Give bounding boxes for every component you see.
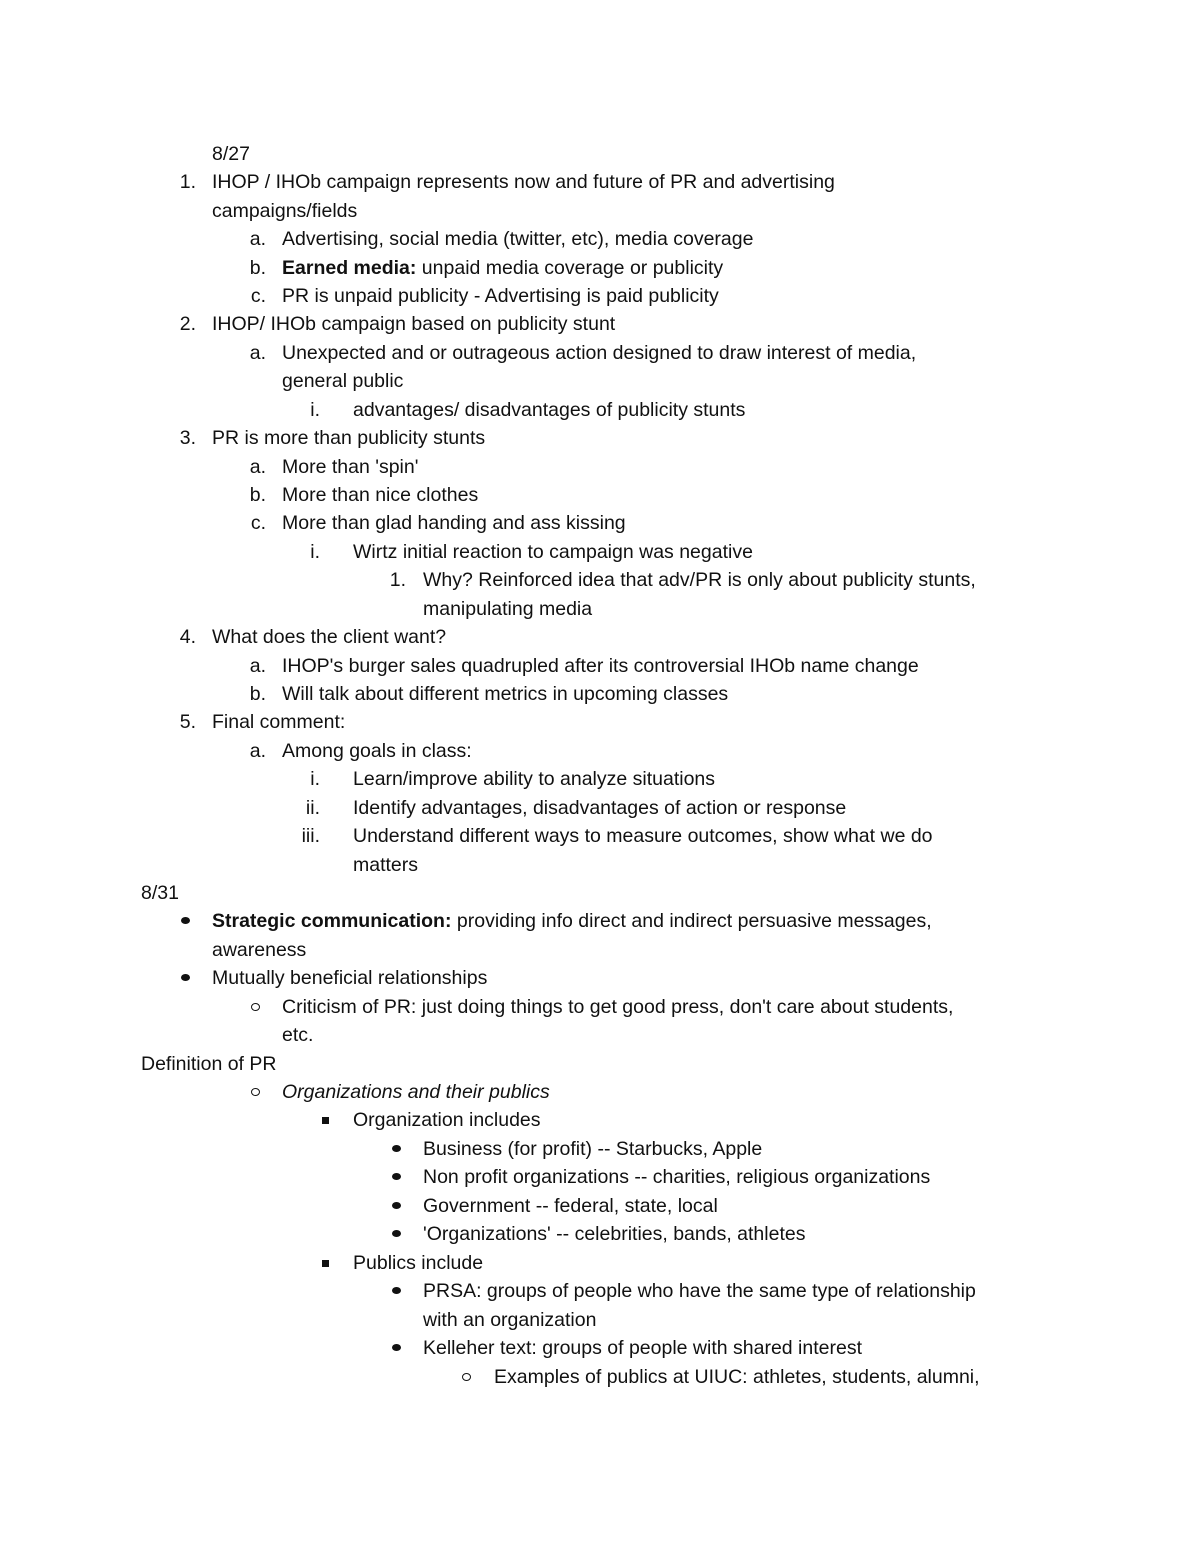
list-number: i. (310, 768, 320, 790)
note-line-2 (0, 168, 1200, 197)
list-number: a. (249, 655, 266, 677)
line-text (353, 1106, 541, 1135)
note-line-6 (0, 282, 1200, 311)
body-text: providing info direct and indirect persuasive messages, (451, 910, 932, 932)
bullet-disc-icon (392, 1202, 401, 1209)
bullet-disc-icon (181, 974, 190, 981)
note-line-26 (0, 851, 1200, 880)
body-text: Learn/improve ability to analyze situations (353, 768, 716, 790)
body-text: general public (282, 370, 404, 392)
note-line-44 (0, 1363, 1200, 1392)
line-text (282, 254, 723, 283)
note-line-14 (0, 509, 1200, 538)
note-line-41 (0, 1277, 1200, 1306)
body-text: 'Organizations' -- celebrities, bands, athletes (423, 1223, 806, 1245)
body-text: Publics include (353, 1252, 484, 1274)
line-text (282, 453, 418, 482)
note-line-32 (0, 1021, 1200, 1050)
line-text (212, 197, 357, 226)
list-number: 5. (179, 711, 196, 733)
body-text: Why? Reinforced idea that adv/PR is only about publicity stunts, (423, 569, 976, 591)
body-text: Organization includes (353, 1109, 541, 1131)
note-line-36 (0, 1135, 1200, 1164)
line-text (282, 652, 919, 681)
line-text (212, 310, 615, 339)
note-line-30 (0, 964, 1200, 993)
line-text (282, 993, 953, 1022)
note-line-13 (0, 481, 1200, 510)
line-text (353, 396, 745, 425)
line-text (353, 1249, 483, 1278)
note-line-12 (0, 453, 1200, 482)
body-text: Wirtz initial reaction to campaign was negative (353, 541, 753, 563)
line-text (212, 140, 250, 169)
line-text (282, 1078, 550, 1107)
body-text: PR is more than publicity stunts (212, 427, 486, 449)
bullet-circle-icon (251, 1088, 260, 1096)
list-number: b. (249, 484, 266, 506)
note-line-11 (0, 424, 1200, 453)
note-line-21 (0, 708, 1200, 737)
line-text (212, 708, 345, 737)
list-number: b. (249, 257, 266, 279)
note-line-33 (0, 1050, 1200, 1079)
note-line-16 (0, 566, 1200, 595)
body-text: 8/31 (141, 882, 179, 904)
body-text: IHOP/ IHOb campaign based on publicity stunt (212, 313, 616, 335)
list-number: a. (249, 228, 266, 250)
list-number: a. (249, 342, 266, 364)
line-text (494, 1363, 980, 1392)
list-number: 4. (179, 626, 196, 648)
note-line-1 (0, 140, 1200, 169)
bullet-disc-icon (181, 917, 190, 924)
bullet-square-icon (322, 1260, 329, 1267)
note-line-34 (0, 1078, 1200, 1107)
list-number: 3. (179, 427, 196, 449)
note-line-5 (0, 254, 1200, 283)
body-text: Among goals in class: (282, 740, 472, 762)
bullet-disc-icon (392, 1145, 401, 1152)
list-number: a. (249, 740, 266, 762)
note-line-29 (0, 936, 1200, 965)
note-line-24 (0, 794, 1200, 823)
list-number: 1. (389, 569, 406, 591)
note-line-9 (0, 367, 1200, 396)
note-line-25 (0, 822, 1200, 851)
line-text (423, 1163, 930, 1192)
line-text (141, 1050, 276, 1079)
body-text: Kelleher text: groups of people with shared interest (423, 1337, 863, 1359)
line-text (282, 367, 403, 396)
note-line-18 (0, 623, 1200, 652)
line-text (212, 424, 485, 453)
line-text (423, 1277, 976, 1306)
body-text: More than nice clothes (282, 484, 479, 506)
note-line-31 (0, 993, 1200, 1022)
body-text: awareness (212, 939, 307, 961)
body-text: manipulating media (423, 598, 593, 620)
body-text: Understand different ways to measure outcomes, show what we do (353, 825, 933, 847)
note-line-7 (0, 310, 1200, 339)
bold-term: Earned media: (282, 257, 417, 279)
body-text: More than 'spin' (282, 456, 419, 478)
body-text: Will talk about different metrics in upcoming classes (282, 683, 729, 705)
note-line-27 (0, 879, 1200, 908)
line-text (282, 339, 916, 368)
list-number: b. (249, 683, 266, 705)
body-text: More than glad handing and ass kissing (282, 512, 626, 534)
note-line-3 (0, 197, 1200, 226)
list-number: 2. (179, 313, 196, 335)
note-line-8 (0, 339, 1200, 368)
body-text: Final comment: (212, 711, 346, 733)
body-text: Advertising, social media (twitter, etc), media coverage (282, 228, 754, 250)
line-text (423, 566, 976, 595)
bullet-circle-icon (462, 1373, 471, 1381)
line-text (282, 509, 626, 538)
bullet-disc-icon (392, 1173, 401, 1180)
bullet-disc-icon (392, 1344, 401, 1351)
list-number: c. (250, 512, 266, 534)
note-line-23 (0, 765, 1200, 794)
line-text (423, 1192, 718, 1221)
bullet-square-icon (322, 1117, 329, 1124)
body-text: unpaid media coverage or publicity (416, 257, 724, 279)
line-text (212, 907, 932, 936)
body-text: Unexpected and or outrageous action designed to draw interest of media, (282, 342, 917, 364)
line-text (141, 879, 179, 908)
body-text: Identify advantages, disadvantages of action or response (353, 797, 847, 819)
body-text: Definition of PR (141, 1053, 277, 1075)
line-text (353, 794, 846, 823)
body-text: PR is unpaid publicity - Advertising is paid publicity (282, 285, 719, 307)
note-line-37 (0, 1163, 1200, 1192)
line-text (423, 595, 592, 624)
note-line-15 (0, 538, 1200, 567)
line-text (423, 1306, 596, 1335)
note-line-43 (0, 1334, 1200, 1363)
body-text: Mutually beneficial relationships (212, 967, 488, 989)
note-line-38 (0, 1192, 1200, 1221)
line-text (212, 936, 306, 965)
note-line-40 (0, 1249, 1200, 1278)
bullet-circle-icon (251, 1003, 260, 1011)
list-number: 1. (179, 171, 196, 193)
bold-term: Strategic communication: (212, 910, 452, 932)
note-line-19 (0, 652, 1200, 681)
body-text: 8/27 (212, 143, 250, 165)
note-line-28 (0, 907, 1200, 936)
body-text: Government -- federal, state, local (423, 1195, 718, 1217)
body-text: IHOP / IHOb campaign represents now and future of PR and advertising (212, 171, 835, 193)
list-number: iii. (301, 825, 320, 847)
body-text: Business (for profit) -- Starbucks, Apple (423, 1138, 763, 1160)
body-text: matters (353, 854, 419, 876)
italic-text: Organizations and their publics (282, 1081, 550, 1103)
line-text (423, 1220, 805, 1249)
line-text (353, 538, 753, 567)
line-text (423, 1334, 862, 1363)
line-text (212, 168, 835, 197)
line-text (282, 481, 478, 510)
note-line-39 (0, 1220, 1200, 1249)
body-text: Examples of publics at UIUC: athletes, students, alumni, (494, 1366, 980, 1388)
note-line-20 (0, 680, 1200, 709)
note-line-17 (0, 595, 1200, 624)
line-text (423, 1135, 762, 1164)
note-line-22 (0, 737, 1200, 766)
body-text: Non profit organizations -- charities, religious organizations (423, 1166, 931, 1188)
body-text: campaigns/fields (212, 200, 358, 222)
bullet-disc-icon (392, 1230, 401, 1237)
list-number: c. (250, 285, 266, 307)
line-text (282, 225, 753, 254)
body-text: advantages/ disadvantages of publicity stunts (353, 399, 746, 421)
body-text: IHOP's burger sales quadrupled after its controversial IHOb name change (282, 655, 919, 677)
body-text: PRSA: groups of people who have the same type of relationship (423, 1280, 976, 1302)
note-line-4 (0, 225, 1200, 254)
body-text: Criticism of PR: just doing things to get good press, don't care about students, (282, 996, 954, 1018)
list-number: ii. (305, 797, 320, 819)
note-line-42 (0, 1306, 1200, 1335)
note-line-10 (0, 396, 1200, 425)
line-text (282, 737, 472, 766)
body-text: etc. (282, 1024, 314, 1046)
line-text (353, 765, 715, 794)
line-text (212, 623, 446, 652)
line-text (282, 282, 719, 311)
line-text (353, 851, 418, 880)
line-text (353, 822, 933, 851)
body-text: with an organization (423, 1309, 597, 1331)
list-number: i. (310, 541, 320, 563)
note-line-35 (0, 1106, 1200, 1135)
list-number: a. (249, 456, 266, 478)
body-text: What does the client want? (212, 626, 447, 648)
line-text (212, 964, 487, 993)
list-number: i. (310, 399, 320, 421)
line-text (282, 680, 728, 709)
bullet-disc-icon (392, 1287, 401, 1294)
line-text (282, 1021, 313, 1050)
